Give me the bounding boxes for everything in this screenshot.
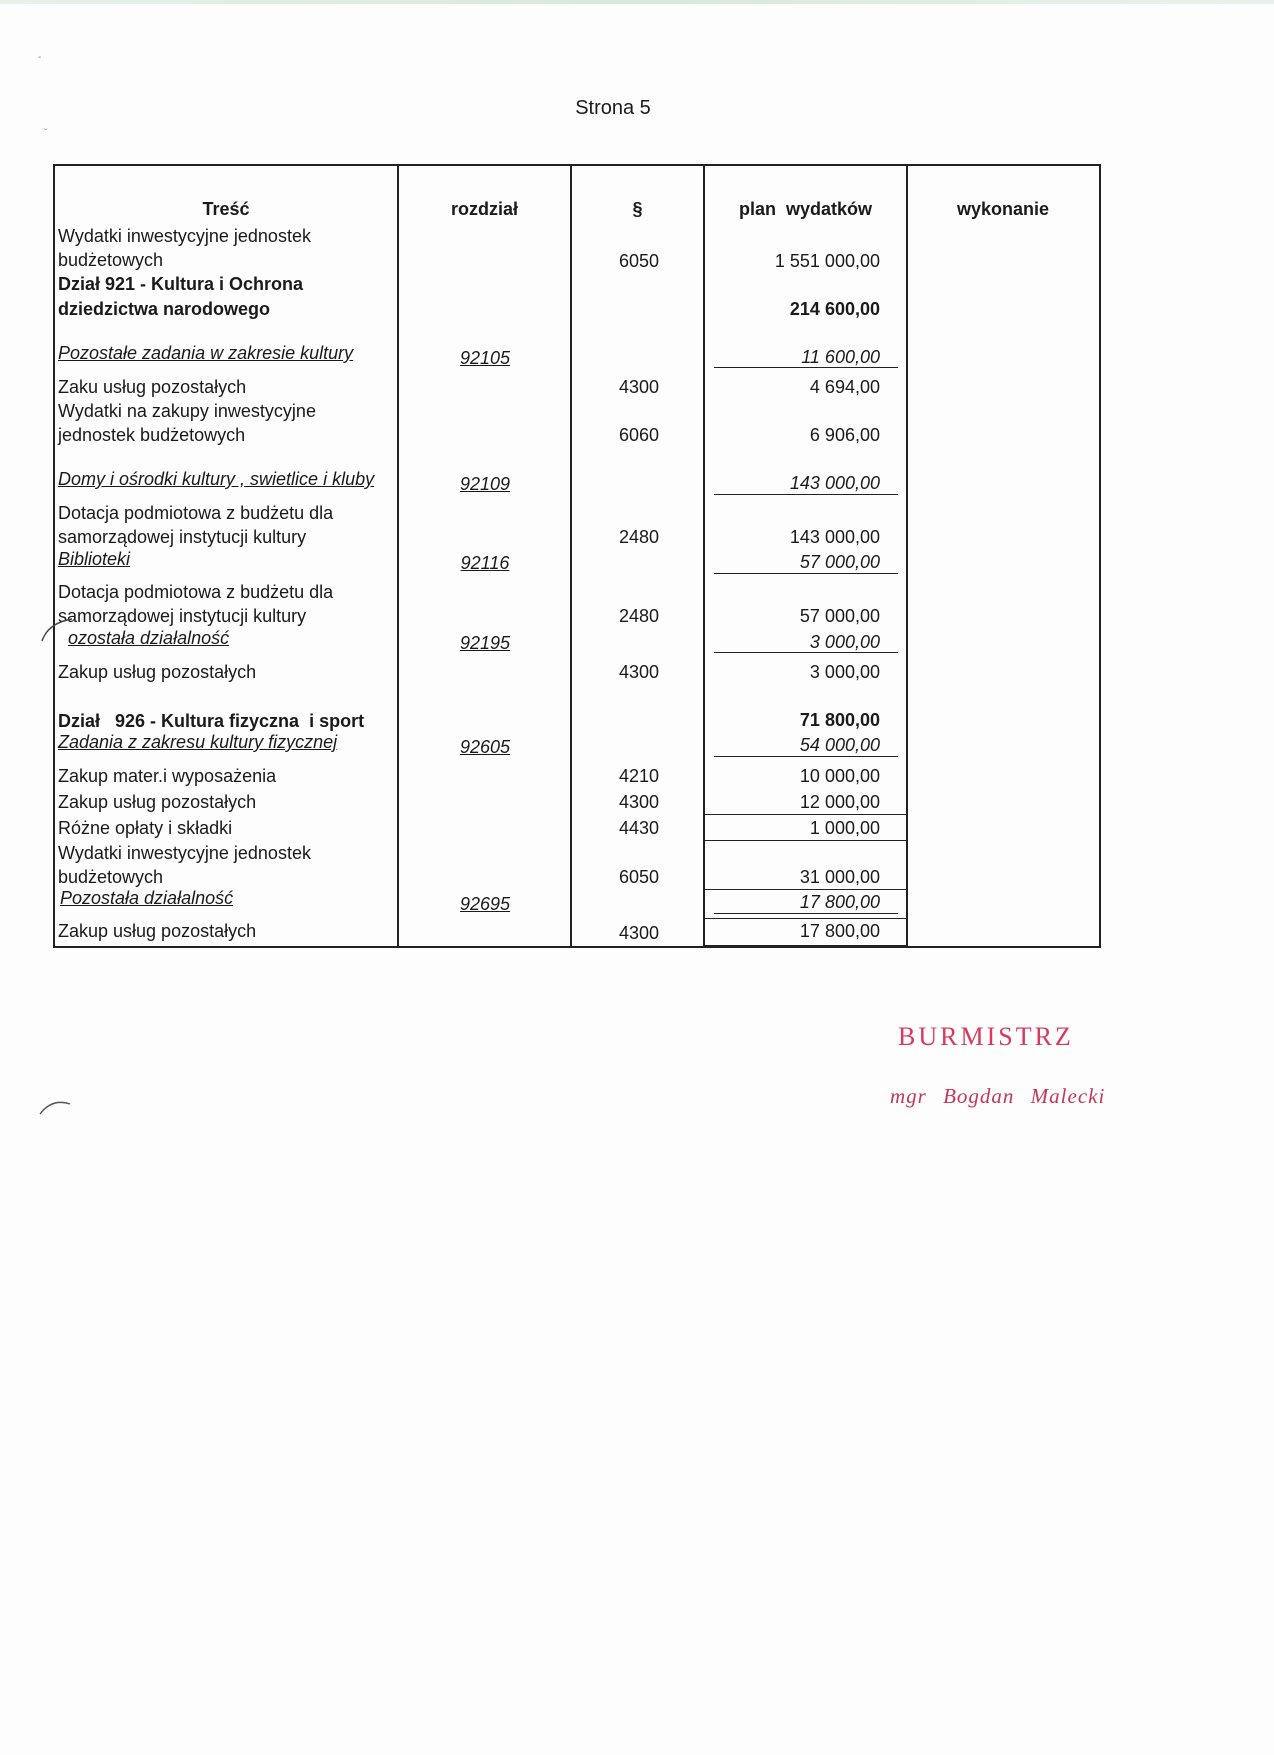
row-paragraf: 4210 bbox=[618, 766, 660, 786]
scan-speck: ˇ bbox=[44, 128, 48, 139]
stamp-title: BURMISTRZ bbox=[898, 1022, 1074, 1051]
binder-hole-mark bbox=[36, 1090, 76, 1120]
section-title: dziedzictwa narodowego bbox=[58, 299, 271, 319]
cell-border bbox=[703, 889, 906, 890]
row-plan: 1 000,00 bbox=[809, 818, 880, 838]
row-plan: 10 000,00 bbox=[799, 766, 880, 786]
row-description: budżetowych bbox=[58, 250, 164, 270]
subsection-title: Domy i ośrodki kultury , swietlice i kluby bbox=[58, 469, 375, 489]
total-underline bbox=[714, 573, 898, 574]
total-underline bbox=[714, 367, 898, 368]
row-description: Zakup usług pozostałych bbox=[58, 921, 257, 941]
header-paragraf: § bbox=[632, 199, 643, 219]
header-wykonanie: wykonanie bbox=[956, 199, 1050, 219]
row-description: Dotacja podmiotowa z budżetu dla bbox=[58, 582, 334, 602]
row-description: Zakup mater.i wyposażenia bbox=[58, 766, 277, 786]
row-plan: 6 906,00 bbox=[809, 425, 880, 445]
row-plan: 143 000,00 bbox=[789, 527, 880, 547]
header-rozdzial: rozdział bbox=[450, 199, 518, 219]
row-rozdzial: 92195 bbox=[459, 633, 511, 653]
row-description: Wydatki inwestycyjne jednostek bbox=[58, 226, 311, 246]
row-description: budżetowych bbox=[58, 867, 164, 887]
row-paragraf: 6060 bbox=[618, 425, 660, 445]
scan-edge bbox=[0, 0, 1274, 4]
column-divider bbox=[570, 164, 572, 948]
row-paragraf: 6050 bbox=[618, 251, 660, 271]
total-underline bbox=[714, 652, 898, 653]
row-description: samorządowej instytucji kultury bbox=[58, 606, 307, 626]
row-description: jednostek budżetowych bbox=[58, 425, 246, 445]
row-rozdzial: 92695 bbox=[459, 894, 511, 914]
header-plan: plan wydatków bbox=[738, 199, 873, 219]
row-rozdzial: 92109 bbox=[459, 474, 511, 494]
row-rozdzial: 92105 bbox=[459, 348, 511, 368]
subsection-total: 17 800,00 bbox=[799, 892, 880, 912]
stamp-name: mgr Bogdan Malecki bbox=[890, 1084, 1106, 1108]
row-rozdzial: 92605 bbox=[459, 737, 511, 757]
total-underline bbox=[714, 756, 898, 757]
row-rozdzial: 92116 bbox=[460, 553, 510, 573]
row-paragraf: 4300 bbox=[618, 377, 660, 397]
row-description: Zakup usług pozostałych bbox=[58, 792, 257, 812]
row-description: Wydatki na zakupy inwestycyjne bbox=[58, 401, 316, 421]
subsection-total: 54 000,00 bbox=[799, 735, 880, 755]
total-underline bbox=[714, 913, 898, 914]
subsection-title: Zadania z zakresu kultury fizycznej bbox=[58, 732, 338, 752]
section-total: 214 600,00 bbox=[789, 299, 880, 319]
binder-hole-mark bbox=[38, 615, 78, 645]
page-number: Strona 5 bbox=[575, 97, 651, 119]
row-plan: 31 000,00 bbox=[799, 867, 880, 887]
subsection-total: 3 000,00 bbox=[809, 632, 880, 652]
subsection-title: Biblioteki bbox=[58, 549, 131, 569]
header-tresc: Treść bbox=[202, 199, 250, 219]
row-plan: 12 000,00 bbox=[799, 792, 880, 812]
column-divider bbox=[397, 164, 399, 948]
subsection-total: 57 000,00 bbox=[799, 552, 880, 572]
row-description: Różne opłaty i składki bbox=[58, 818, 233, 838]
section-title: Dział 926 - Kultura fizyczna i sport bbox=[58, 711, 365, 731]
scan-speck: - bbox=[38, 52, 42, 63]
row-description: Dotacja podmiotowa z budżetu dla bbox=[58, 503, 334, 523]
row-description: Zakup usług pozostałych bbox=[58, 662, 257, 682]
row-description: samorządowej instytucji kultury bbox=[58, 527, 307, 547]
subsection-total: 11 600,00 bbox=[801, 347, 880, 367]
row-paragraf: 2480 bbox=[618, 527, 660, 547]
section-total: 71 800,00 bbox=[799, 710, 880, 730]
row-paragraf: 2480 bbox=[618, 606, 660, 626]
total-underline bbox=[714, 494, 898, 495]
row-paragraf: 4430 bbox=[618, 818, 660, 838]
row-plan: 1 551 000,00 bbox=[774, 251, 880, 271]
row-plan: 17 800,00 bbox=[799, 921, 880, 941]
row-plan: 3 000,00 bbox=[809, 662, 880, 682]
subsection-total: 143 000,00 bbox=[789, 473, 880, 493]
row-paragraf: 6050 bbox=[618, 867, 660, 887]
subsection-title: Pozostała działalność bbox=[60, 888, 234, 908]
row-paragraf: 4300 bbox=[618, 792, 660, 812]
row-description: Wydatki inwestycyjne jednostek bbox=[58, 843, 311, 863]
section-title: Dział 921 - Kultura i Ochrona bbox=[58, 274, 304, 294]
row-paragraf: 4300 bbox=[618, 662, 660, 682]
row-plan: 57 000,00 bbox=[799, 606, 880, 626]
row-plan: 4 694,00 bbox=[809, 377, 880, 397]
row-paragraf: 4300 bbox=[618, 923, 660, 943]
row-description: Zaku usług pozostałych bbox=[58, 377, 247, 397]
subsection-title: ozostała działalność bbox=[68, 628, 230, 648]
subsection-title: Pozostałe zadania w zakresie kultury bbox=[58, 343, 354, 363]
